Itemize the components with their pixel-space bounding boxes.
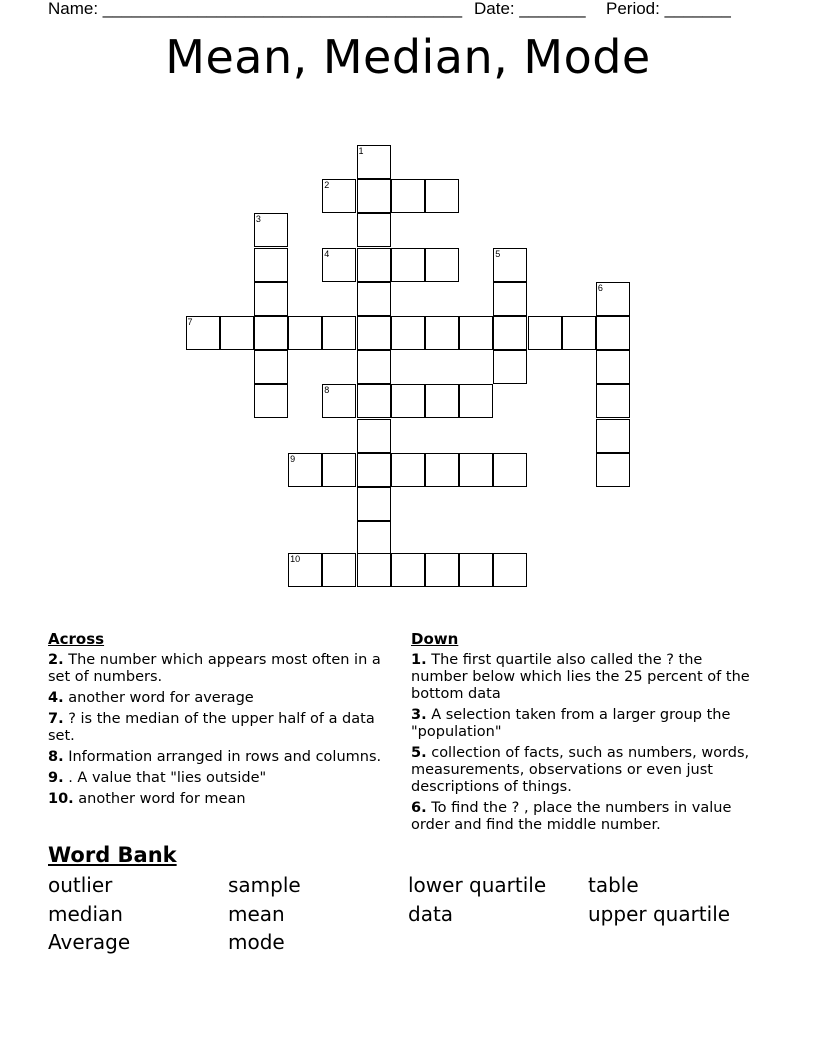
crossword-cell[interactable] (391, 316, 425, 350)
word-bank-word: sample (228, 873, 301, 897)
crossword-cell[interactable] (391, 453, 425, 487)
crossword-cell[interactable] (254, 213, 288, 247)
word-bank-word: median (48, 902, 123, 926)
crossword-cell[interactable] (459, 553, 493, 587)
crossword-cell[interactable] (562, 316, 596, 350)
crossword-cell[interactable] (425, 248, 459, 282)
crossword-cell[interactable] (357, 248, 391, 282)
across-clue: 7. ? is the median of the upper half of a data set. (48, 711, 375, 744)
crossword-cell[interactable] (459, 384, 493, 418)
crossword-cell[interactable] (357, 316, 391, 350)
crossword-cell[interactable] (391, 179, 425, 213)
crossword-cell[interactable] (357, 179, 391, 213)
crossword-cell[interactable] (357, 553, 391, 587)
crossword-cell[interactable] (254, 316, 288, 350)
clue-number: 5 (495, 248, 501, 259)
crossword-cell[interactable] (322, 384, 356, 418)
across-clue: 9. . A value that "lies outside" (48, 770, 267, 786)
crossword-cell[interactable] (220, 316, 254, 350)
crossword-cell[interactable] (528, 316, 562, 350)
crossword-cell[interactable] (322, 248, 356, 282)
crossword-cell[interactable] (357, 350, 391, 384)
crossword-cell[interactable] (425, 453, 459, 487)
crossword-cell[interactable] (357, 384, 391, 418)
crossword-cell[interactable] (493, 248, 527, 282)
word-bank-word: outlier (48, 873, 113, 897)
crossword-cell[interactable] (254, 282, 288, 316)
crossword-cell[interactable] (288, 316, 322, 350)
down-clues (411, 630, 761, 838)
crossword-cell[interactable] (425, 553, 459, 587)
crossword-cell[interactable] (391, 384, 425, 418)
crossword-cell[interactable] (322, 553, 356, 587)
crossword-cell[interactable] (493, 282, 527, 316)
crossword-cell[interactable] (391, 248, 425, 282)
crossword-cell[interactable] (357, 419, 391, 453)
crossword-cell[interactable] (493, 453, 527, 487)
clue-number: 3 (255, 214, 261, 225)
crossword-cell[interactable] (288, 453, 322, 487)
clue-number: 2 (324, 180, 330, 191)
crossword-cell[interactable] (254, 350, 288, 384)
clue-number: 6 (597, 282, 603, 293)
crossword-cell[interactable] (425, 384, 459, 418)
crossword-cell[interactable] (459, 316, 493, 350)
across-clue: 8. Information arranged in rows and columns. (48, 749, 382, 765)
across-clues (48, 630, 393, 812)
clue-number: 9 (290, 453, 296, 464)
header-period-field: Period: _______ (606, 0, 731, 18)
crossword-cell[interactable] (357, 145, 391, 179)
crossword-cell[interactable] (357, 213, 391, 247)
header-name-field: Name: ______________________________________ (48, 0, 463, 18)
crossword-cell[interactable] (322, 179, 356, 213)
crossword-cell[interactable] (493, 553, 527, 587)
across-heading: Across (48, 630, 105, 648)
word-bank-title: Word Bank (48, 843, 177, 867)
crossword-cell[interactable] (357, 453, 391, 487)
crossword-cell[interactable] (254, 248, 288, 282)
page-title: Mean, Median, Mode (165, 30, 651, 84)
crossword-cell[interactable] (596, 453, 630, 487)
clue-number: 7 (187, 317, 193, 327)
crossword-cell[interactable] (493, 316, 527, 350)
crossword-cell[interactable] (391, 553, 425, 587)
down-clue: 1. The first quartile also called the ? the number below which lies the 25 percent of the bottom data (411, 652, 750, 702)
crossword-cell[interactable] (357, 521, 391, 555)
crossword-cell[interactable] (254, 384, 288, 418)
word-bank-word: table (588, 873, 639, 897)
down-heading: Down (411, 630, 459, 648)
down-clue: 3. A selection taken from a larger group the "population" (411, 707, 731, 740)
word-bank-word: upper quartile (588, 902, 731, 926)
across-clue: 10. another word for mean (48, 791, 246, 807)
word-bank-word: mean (228, 902, 285, 926)
crossword-cell[interactable] (425, 316, 459, 350)
crossword-cell[interactable] (596, 419, 630, 453)
crossword-cell[interactable] (596, 350, 630, 384)
clue-number: 1 (358, 146, 364, 156)
header-date-field: Date: _______ (474, 0, 586, 18)
clue-number: 10 (290, 554, 301, 564)
crossword-cell[interactable] (493, 350, 527, 384)
crossword-cell[interactable] (288, 553, 322, 587)
clue-number: 4 (324, 248, 330, 259)
clue-number: 8 (324, 385, 330, 396)
crossword-cell[interactable] (186, 316, 220, 350)
crossword-cell[interactable] (596, 316, 630, 350)
crossword-cell[interactable] (425, 179, 459, 213)
across-clue: 4. another word for average (48, 690, 254, 706)
crossword-cell[interactable] (459, 453, 493, 487)
crossword-cell[interactable] (322, 453, 356, 487)
crossword-cell[interactable] (357, 487, 391, 521)
word-bank-word: Average (48, 930, 131, 954)
crossword-cell[interactable] (596, 384, 630, 418)
crossword-cell[interactable] (322, 316, 356, 350)
word-bank-word: data (408, 902, 454, 926)
crossword-cell[interactable] (357, 282, 391, 316)
crossword-cell[interactable] (596, 282, 630, 316)
word-bank-word: mode (228, 930, 285, 954)
down-clue: 5. collection of facts, such as numbers, words, measurements, observations or even just descriptions of things. (411, 745, 750, 795)
across-clue: 2. The number which appears most often in a set of numbers. (48, 652, 381, 685)
down-clue: 6. To find the ? , place the numbers in value order and find the middle number. (411, 800, 732, 833)
word-bank-word: lower quartile (408, 873, 547, 897)
